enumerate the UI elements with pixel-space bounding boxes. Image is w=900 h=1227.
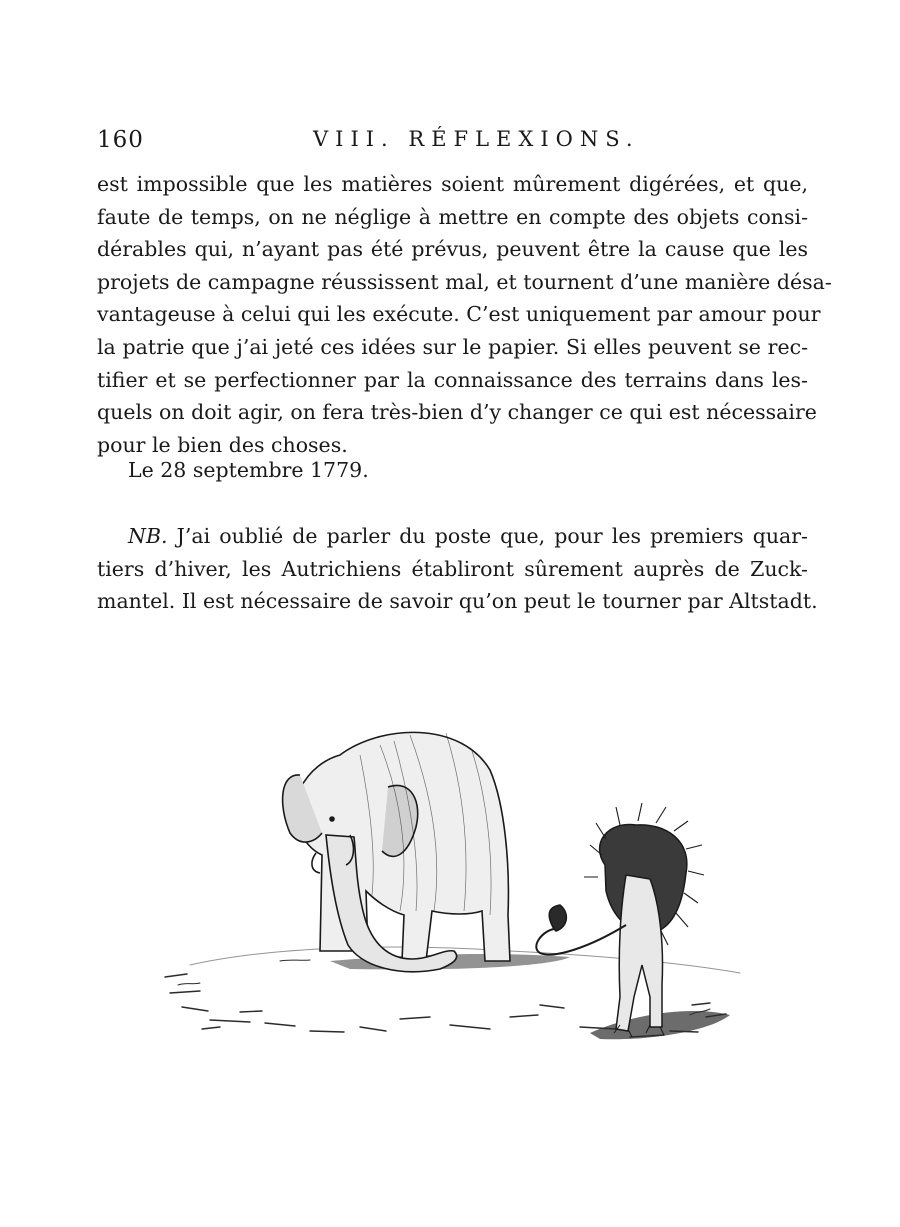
text-line: faute de temps, on ne néglige à mettre en compte des objets consi- [97, 204, 808, 229]
body-paragraph [97, 168, 832, 461]
note-lead: NB. [128, 524, 168, 548]
text-line: dérables qui, n’ayant pas été prévus, peuvent être la cause que les [97, 237, 808, 262]
note-line: tiers d’hiver, les Autrichiens établiront sûrement auprès de Zuck- [97, 556, 808, 581]
note-line-text: J’ai oublié de parler du poste que, pour les premiers quar- [176, 524, 808, 548]
lion-icon [536, 803, 704, 1037]
note-line [97, 520, 808, 553]
elephant-icon [283, 732, 510, 971]
dateline: Le 28 septembre 1779. [128, 458, 369, 482]
running-head: VIII. RÉFLEXIONS. [313, 127, 640, 151]
nb-note [97, 520, 818, 618]
note-line: mantel. Il est nécessaire de savoir qu’on peut le tourner par Altstadt. [97, 589, 818, 614]
text-line: la patrie que j’ai jeté ces idées sur le papier. Si elles peuvent se rec- [97, 334, 808, 359]
text-line: pour le bien des choses. [97, 432, 348, 457]
text-line: tifier et se perfectionner par la connaissance des terrains dans les- [97, 367, 808, 392]
page-number: 160 [97, 127, 144, 153]
text-line: vantageuse à celui qui les exécute. C’est uniquement par amour pour [97, 302, 821, 327]
text-line: quels on doit agir, on fera très-bien d’y changer ce qui est nécessaire [97, 400, 817, 425]
elephant-and-lion-vignette [150, 715, 750, 1075]
text-line: est impossible que les matières soient mûrement digérées, et que, [97, 172, 808, 196]
text-line: projets de campagne réussissent mal, et tournent d’une manière désa- [97, 269, 832, 294]
